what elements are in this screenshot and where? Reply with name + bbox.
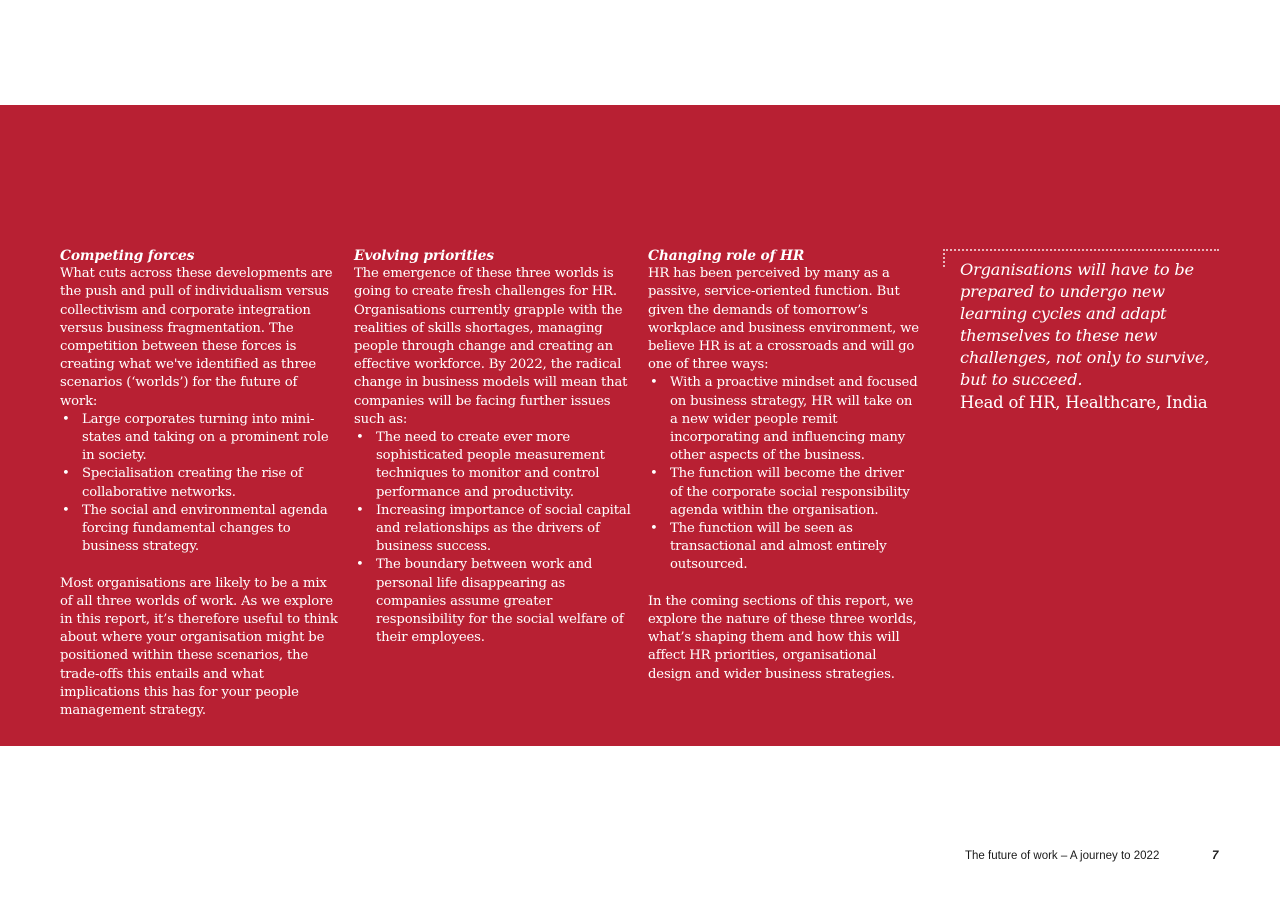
list-item: [60, 502, 338, 557]
column-evolving-priorities: [354, 247, 632, 647]
section-heading: Competing forces: [60, 248, 195, 264]
list-item-text: Large corporates turning into mini-states and taking on a prominent role in society.: [82, 411, 329, 464]
bullet-list: [60, 411, 338, 557]
list-item-text: Increasing importance of social capital and relationships as the drivers of business success.: [376, 502, 631, 555]
list-item-text: The need to create ever more sophisticated people measurement techniques to monitor and control performance and productivity.: [376, 430, 605, 500]
list-item-text: The social and environmental agenda forcing fundamental changes to business strategy.: [82, 502, 328, 555]
bullet-icon: •: [650, 375, 658, 391]
section-intro: The emergence of these three worlds is going to create fresh challenges for HR. Organisations currently grapple with the realities of skills shortages, managing people through change and creating an effective workforce. By 2022, the radical change in business models will mean that companies will be facing further issues such as:: [354, 266, 628, 427]
list-item-text: The function will be seen as transactional and almost entirely outsourced.: [670, 521, 887, 573]
list-item: [60, 465, 338, 501]
bullet-icon: •: [62, 466, 70, 482]
list-item: [648, 520, 920, 575]
pull-quote: Organisations will have to be prepared to undergo new learning cycles and adapt themselves to these new challenges, not only to survive, but to succeed.: [960, 260, 1210, 389]
bullet-icon: •: [62, 411, 70, 427]
list-item-text: The boundary between work and personal life disappearing as companies assume greater responsibility for the social welfare of their employees.: [376, 557, 624, 646]
bullet-icon: •: [356, 430, 364, 446]
column-competing-forces: [60, 247, 338, 720]
bullet-icon: •: [650, 521, 658, 537]
column-changing-role-of-hr: [648, 247, 920, 684]
bullet-icon: •: [356, 502, 364, 518]
section-intro: What cuts across these developments are the push and pull of individualism versus collectivism and corporate integration versus business fragmentation. The competition between these forces is creating what we've identified as three scenarios (‘worlds’) for the future of work:: [60, 266, 333, 409]
bullet-list: [648, 374, 920, 574]
section-heading: Changing role of HR: [648, 248, 805, 264]
section-intro: HR has been perceived by many as a passive, service-oriented function. But given the demands of tomorrow’s workplace and business environment, we believe HR is at a crossroads and will go one of three ways:: [648, 266, 919, 373]
page-number: 7: [1212, 850, 1219, 862]
list-item: [354, 556, 632, 647]
list-item-text: With a proactive mindset and focused on business strategy, HR will take on a new wider people remit incorporating and influencing many other aspects of the business.: [670, 375, 918, 464]
list-item: [354, 502, 632, 557]
bullet-icon: •: [62, 502, 70, 518]
list-item: [354, 429, 632, 502]
list-item: [60, 411, 338, 466]
list-item-text: The function will become the driver of the corporate social responsibility agenda within the organisation.: [670, 466, 910, 518]
section-heading: Evolving priorities: [354, 248, 494, 264]
list-item: [648, 374, 920, 465]
bullet-list: [354, 429, 632, 647]
footer-title: The future of work – A journey to 2022: [965, 850, 1160, 862]
quote-attribution: Head of HR, Healthcare, India: [960, 393, 1208, 412]
bullet-icon: •: [356, 557, 364, 573]
bullet-icon: •: [650, 466, 658, 482]
section-outro: Most organisations are likely to be a mix of all three worlds of work. As we explore in this report, it’s therefore useful to think about where your organisation might be positioned within these scenarios, the trade-offs this entails and what implications this has for your people management strategy.: [60, 575, 338, 719]
list-item: [648, 465, 920, 520]
section-outro: In the coming sections of this report, we explore the nature of these three worlds, what’s shaping them and how this will affect HR priorities, organisational design and wider business strategies.: [648, 593, 917, 682]
list-item-text: Specialisation creating the rise of collaborative networks.: [82, 466, 303, 500]
